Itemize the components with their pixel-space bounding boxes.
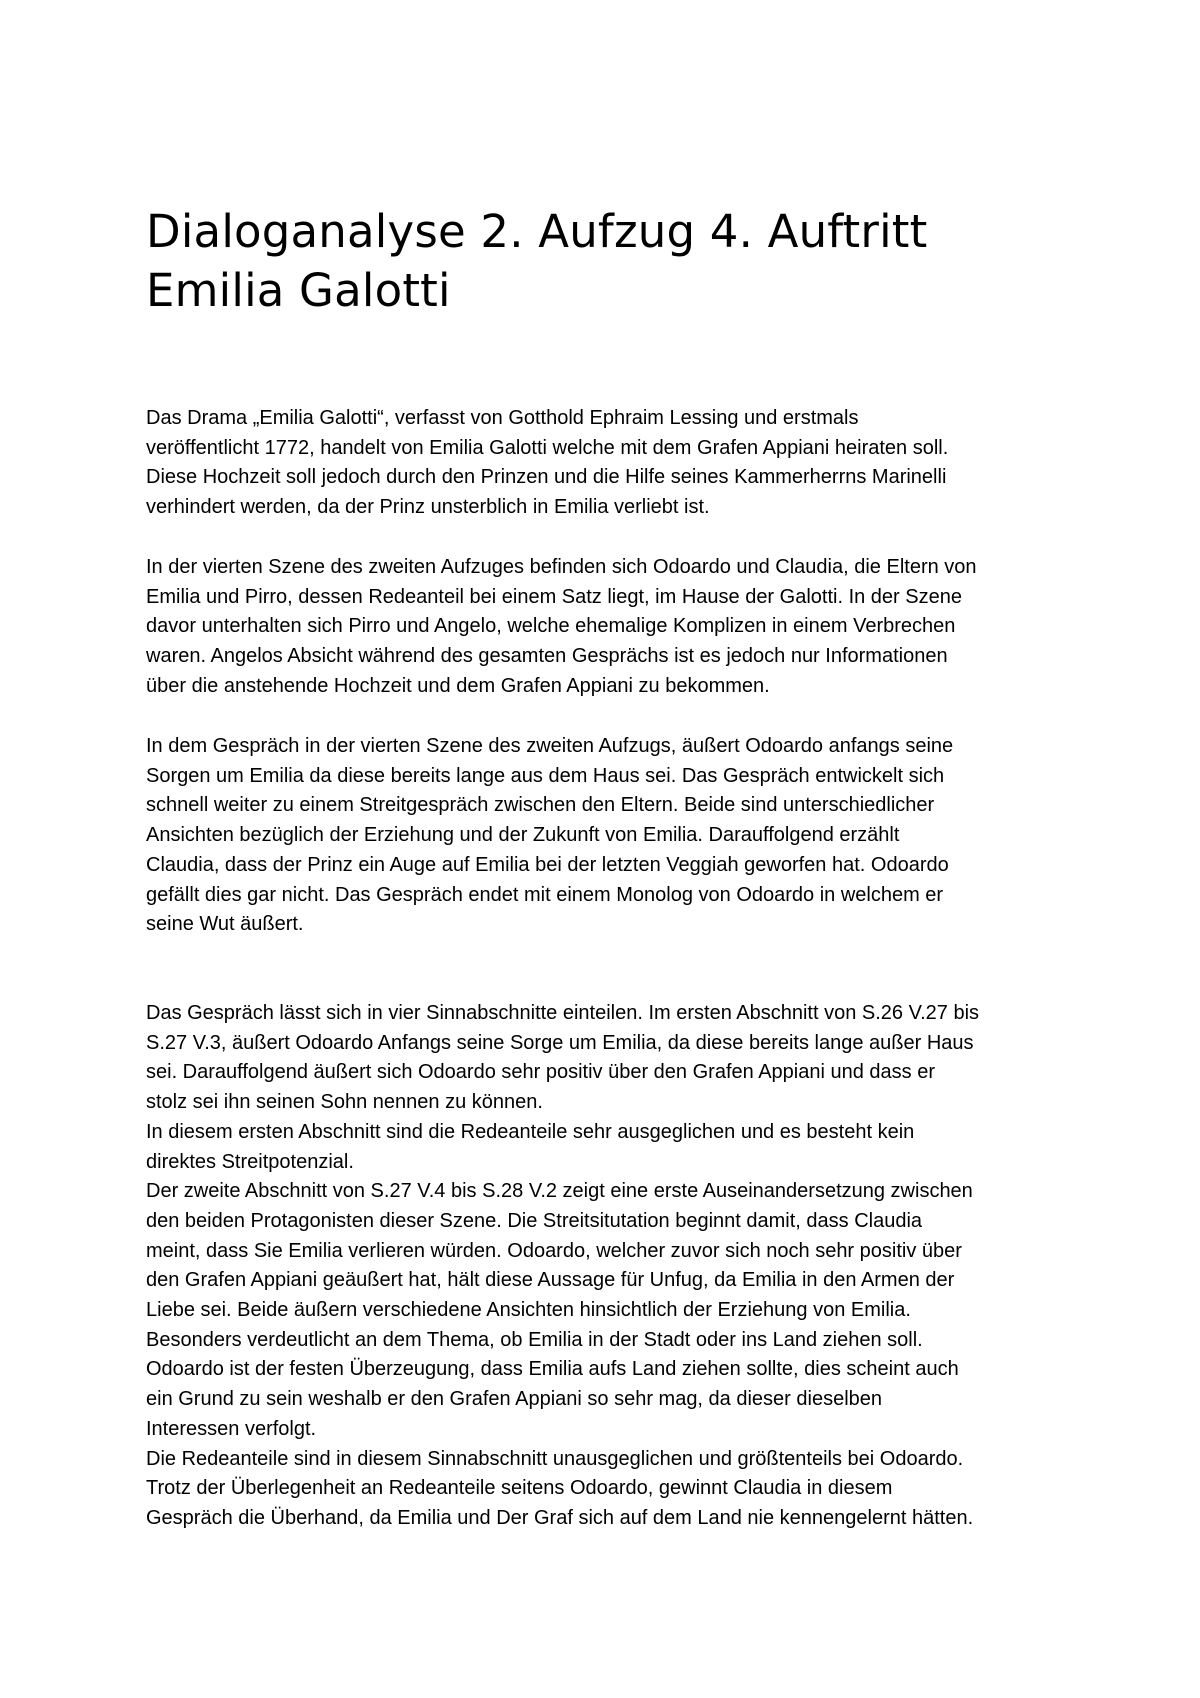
text-line: über die anstehende Hochzeit und dem Grafen Appiani zu bekommen. [146,674,770,697]
text-line: waren. Angelos Absicht während des gesamten Gesprächs ist es jedoch nur Informationen [146,645,948,668]
text-line: Interessen verfolgt. [146,1417,317,1440]
title-line: Dialoganalyse 2. Aufzug 4. Auftritt [146,205,928,258]
text-line: direktes Streitpotenzial. [146,1150,354,1173]
text-line: In dem Gespräch in der vierten Szene des zweiten Aufzugs, äußert Odoardo anfangs seine [146,735,954,757]
paragraph-scene-context [146,553,1096,702]
text-line: Das Gespräch lässt sich in vier Sinnabschnitte einteilen. Im ersten Abschnitt von S.26 V.27 bis [146,1002,980,1024]
text-line: veröffentlicht 1772, handelt von Emilia Galotti welche mit dem Grafen Appiani heiraten soll. [146,436,949,459]
text-line: Emilia und Pirro, dessen Redeanteil bei einem Satz liegt, im Hause der Galotti. In der Szene [146,585,962,608]
text-line: den Grafen Appiani geäußert hat, hält diese Aussage für Unfug, da Emilia in den Armen der [146,1269,955,1292]
text-line: ein Grund zu sein weshalb er den Grafen Appiani so sehr mag, da dieser dieselben [146,1388,883,1411]
text-line: Trotz der Überlegenheit an Redeanteile seitens Odoardo, gewinnt Claudia in diesem [146,1477,893,1500]
text-line: meint, dass Sie Emilia verlieren würden. Odoardo, welcher zuvor sich noch sehr positiv über [146,1239,962,1262]
title-line: Emilia Galotti [146,264,451,317]
text-line: gefällt dies gar nicht. Das Gespräch endet mit einem Monolog von Odoardo in welchem er [146,883,944,906]
text-line: den beiden Protagonisten dieser Szene. Die Streitsitutation beginnt damit, dass Claudia [146,1209,923,1232]
text-line: verhindert werden, da der Prinz unsterblich in Emilia verliebt ist. [146,496,710,519]
text-line: davor unterhalten sich Pirro und Angelo, welche ehemalige Komplizen in einem Verbrechen [146,615,956,638]
text-line: sei. Darauffolgend äußert sich Odoardo sehr positiv über den Grafen Appiani und dass er [146,1061,935,1084]
text-line: Claudia, dass der Prinz ein Auge auf Emilia bei der letzten Veggiah geworfen hat. Odoardo [146,853,949,876]
text-line: Gespräch die Überhand, da Emilia und Der Graf sich auf dem Land nie kennengelernt hätten. [146,1506,974,1529]
text-line: In der vierten Szene des zweiten Aufzuges befinden sich Odoardo und Claudia, die Eltern von [146,556,977,578]
text-line: schnell weiter zu einem Streitgespräch zwischen den Eltern. Beide sind unterschiedlicher [146,794,935,817]
text-line: Besonders verdeutlicht an dem Thema, ob Emilia in der Stadt oder ins Land ziehen soll. [146,1328,923,1351]
text-line: Odoardo ist der festen Überzeugung, dass Emilia aufs Land ziehen sollte, dies scheint auch [146,1358,959,1381]
document-title [146,202,1126,320]
text-line: Liebe sei. Beide äußern verschiedene Ansichten hinsichtlich der Erziehung von Emilia. [146,1299,911,1322]
text-line: Die Redeanteile sind in diesem Sinnabschnitt unausgeglichen und größtenteils bei Odoardo. [146,1447,964,1470]
paragraph-analysis [146,999,1096,1534]
paragraph-intro [146,404,1096,523]
text-line: seine Wut äußert. [146,913,304,936]
text-line: Das Drama „Emilia Galotti“, verfasst von Gotthold Ephraim Lessing und erstmals [146,407,859,429]
text-line: Diese Hochzeit soll jedoch durch den Prinzen und die Hilfe seines Kammerherrns Marinelli [146,466,947,489]
text-line: stolz sei ihn seinen Sohn nennen zu können. [146,1091,543,1114]
text-line: Der zweite Abschnitt von S.27 V.4 bis S.28 V.2 zeigt eine erste Auseinandersetzung zwischen [146,1180,973,1203]
text-line: S.27 V.3, äußert Odoardo Anfangs seine Sorge um Emilia, da diese bereits lange außer Haus [146,1031,974,1054]
text-line: Sorgen um Emilia da diese bereits lange aus dem Haus sei. Das Gespräch entwickelt sich [146,764,945,787]
paragraph-summary [146,732,1096,940]
text-line: Ansichten bezüglich der Erziehung und der Zukunft von Emilia. Darauffolgend erzählt [146,824,900,847]
text-line: In diesem ersten Abschnitt sind die Redeanteile sehr ausgeglichen und es besteht kein [146,1120,915,1143]
